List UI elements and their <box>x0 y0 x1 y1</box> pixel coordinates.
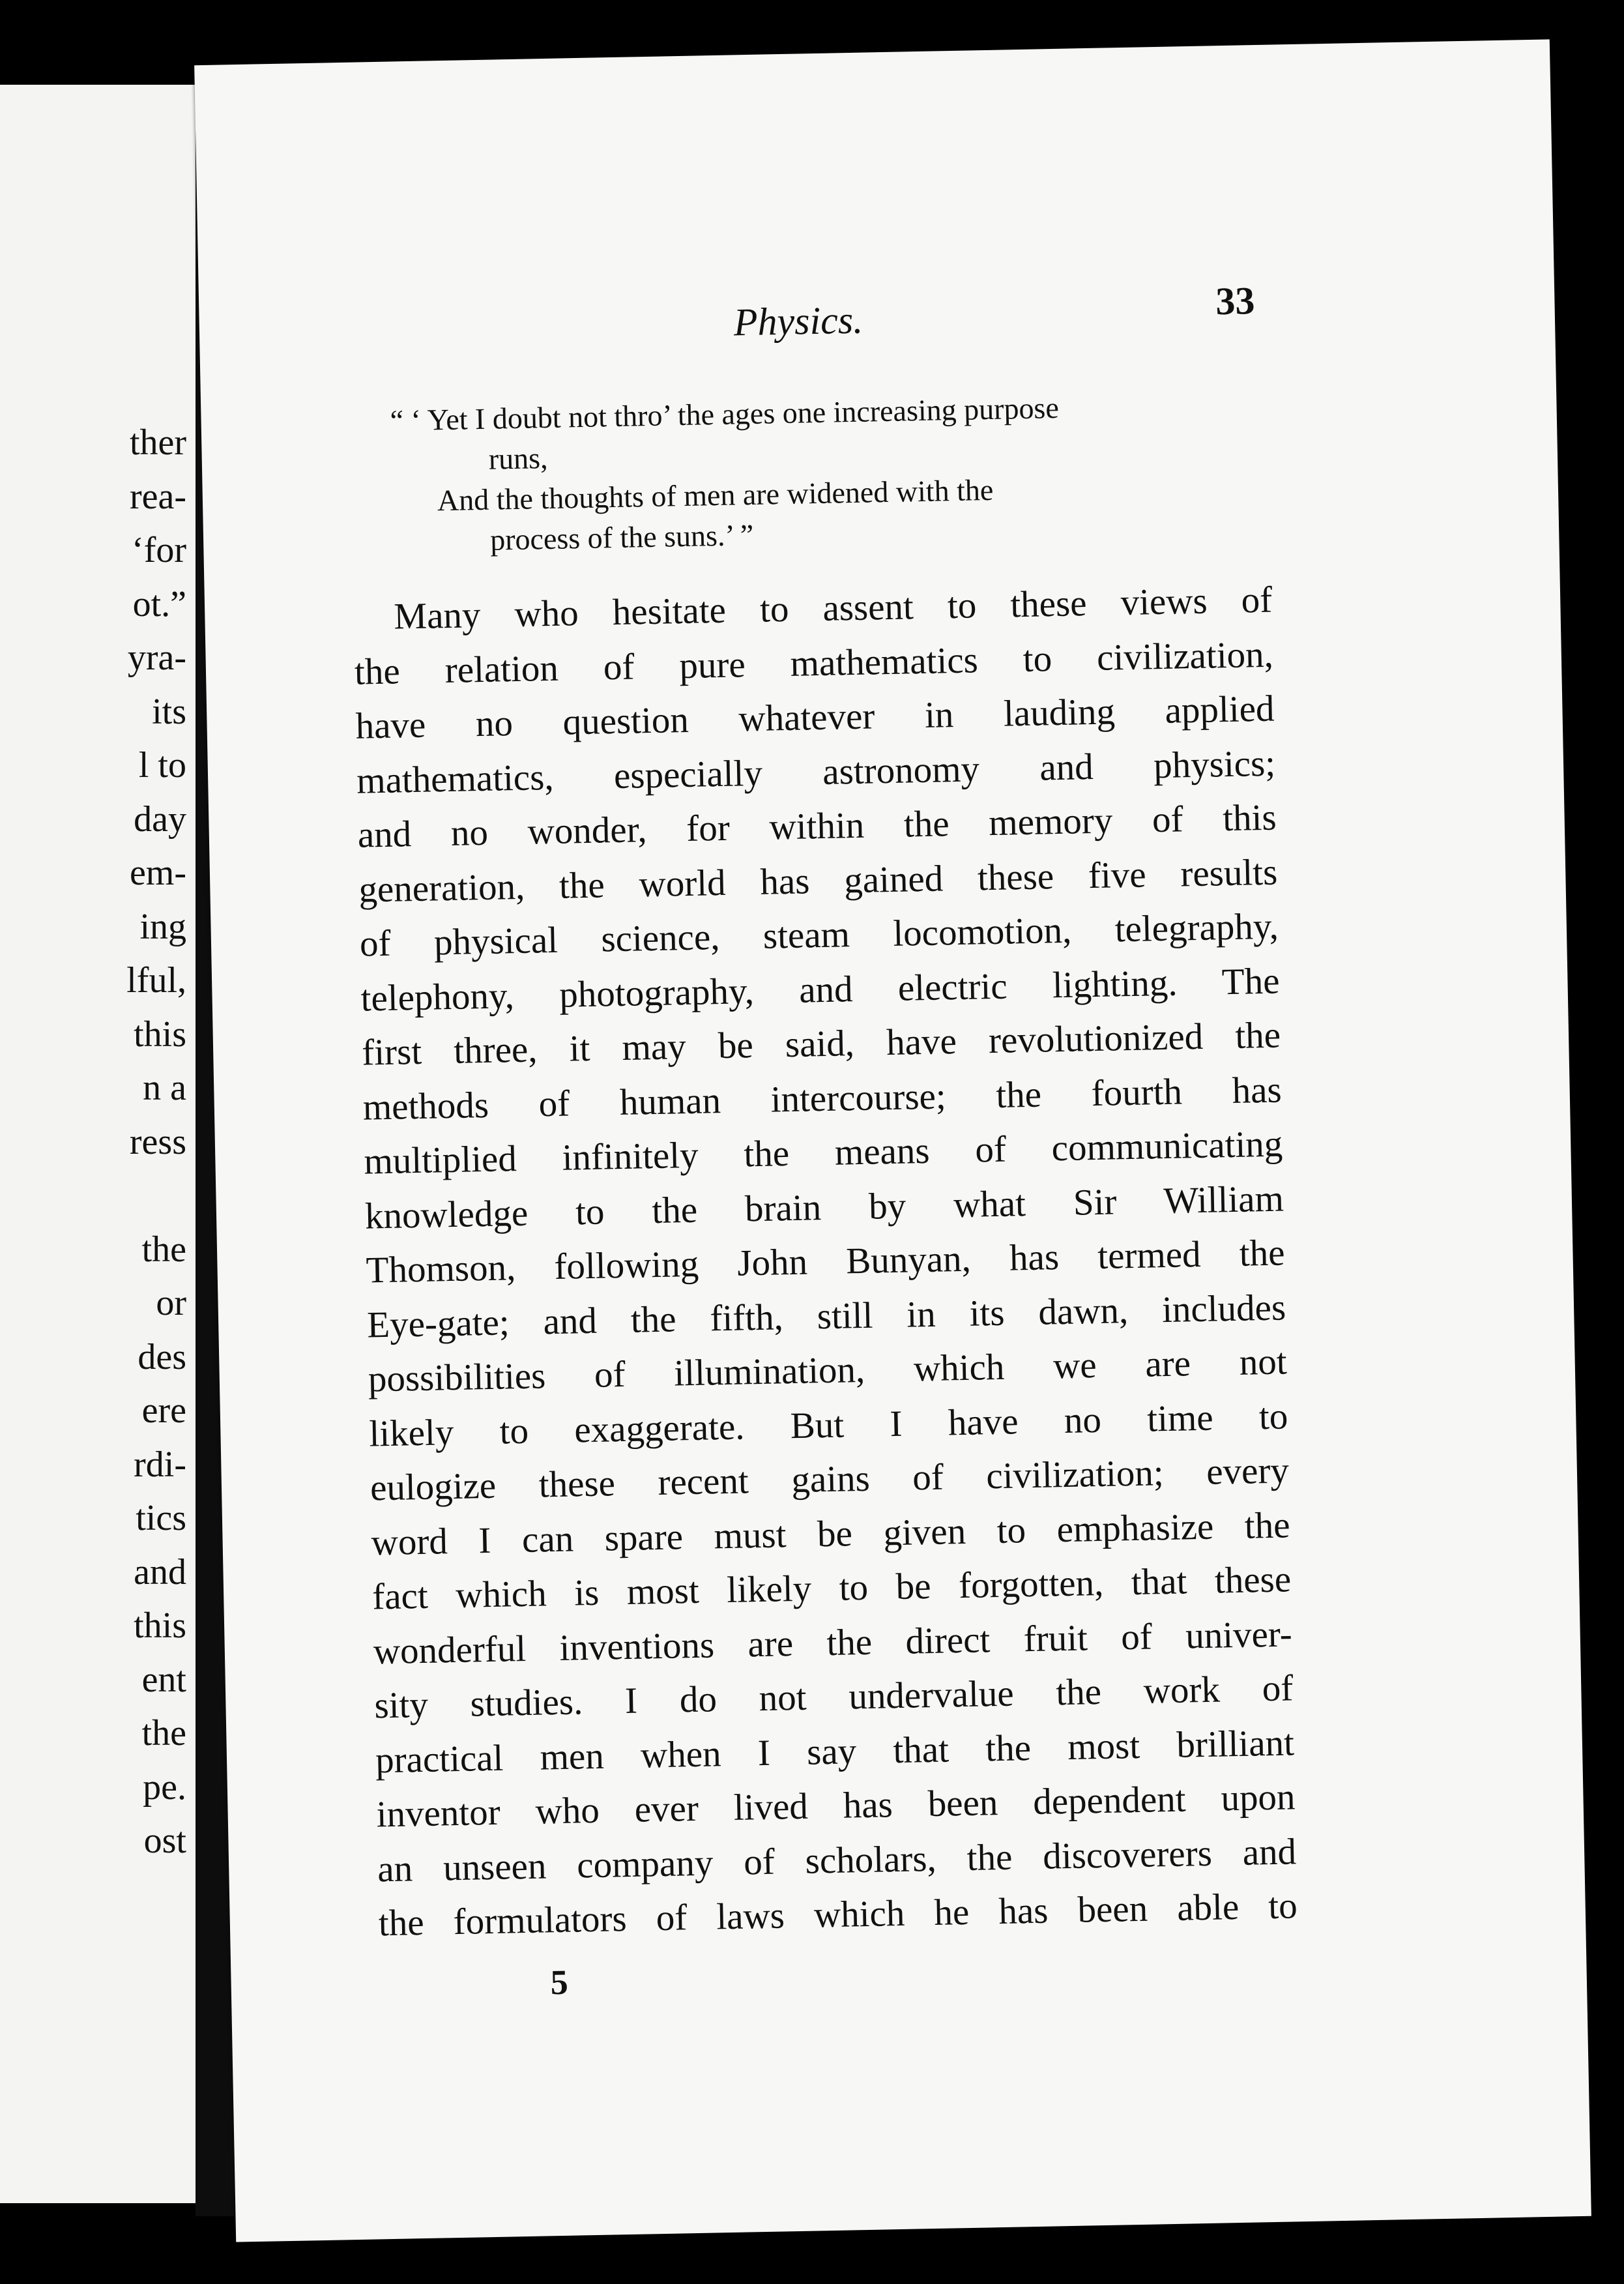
text-line: fact which is most likely to be forgotten, that these <box>371 1559 1292 1618</box>
text-line: generation, the world has gained these five results <box>358 851 1278 911</box>
left-fragment: ress <box>129 1121 186 1162</box>
left-fragment: its <box>152 691 186 732</box>
text-line: and no wonder, for within the memory of this <box>357 797 1277 856</box>
left-fragment: this <box>134 1605 186 1646</box>
left-fragment: ing <box>139 906 186 947</box>
text-line: knowledge to the brain by what Sir William <box>364 1178 1284 1237</box>
left-fragment: this <box>134 1014 186 1055</box>
text-line: first three, it may be said, have revolutionized the <box>361 1014 1281 1074</box>
left-fragment: day <box>134 798 186 840</box>
text-line: multiplied infinitely the means of communicating <box>363 1123 1283 1182</box>
left-fragment: the <box>141 1229 186 1270</box>
text-line: an unseen company of scholars, the discoverers and <box>377 1830 1297 1890</box>
left-fragment: n a <box>143 1068 186 1108</box>
page-number: 33 <box>1215 279 1255 323</box>
left-fragment: em- <box>129 853 186 893</box>
left-fragment: rdi- <box>134 1444 186 1485</box>
text-line: telephony, photography, and electric lighting. The <box>360 960 1281 1019</box>
text-line: sity studies. I do not undervalue the work of <box>373 1667 1294 1727</box>
left-fragment: lful, <box>126 960 186 1001</box>
verse-line: “ ‘ Yet I doubt not thro’ the ages one increasing purpose <box>390 390 1060 437</box>
left-fragment: or <box>156 1283 186 1323</box>
text-line: practical men when I say that the most brilliant <box>375 1721 1295 1781</box>
left-fragment: rea- <box>129 476 186 517</box>
text-line: Many who hesitate to assent to these views of <box>393 579 1273 637</box>
left-fragment: yra- <box>127 637 186 678</box>
text-line: of physical science, steam locomotion, telegraphy, <box>359 905 1279 965</box>
left-fragment: ent <box>141 1659 186 1700</box>
left-fragment: the <box>141 1713 186 1753</box>
text-line: wonderful inventions are the direct fruit of univer- <box>373 1613 1293 1672</box>
text-line: mathematics, especially astronomy and physics; <box>356 742 1276 802</box>
book-page <box>194 39 1591 2242</box>
text-line: eulogize these recent gains of civilization; every <box>370 1450 1290 1509</box>
left-fragment: l to <box>138 745 186 785</box>
left-fragment: tics <box>136 1498 186 1538</box>
left-fragment: ost <box>143 1821 186 1861</box>
left-fragment: ot.” <box>132 583 186 624</box>
running-head: Physics. <box>733 298 863 344</box>
text-line: methods of human intercourse; the fourth has <box>362 1069 1283 1128</box>
left-fragment: ere <box>141 1390 186 1431</box>
verse-line: And the thoughts of men are widened with the <box>437 473 994 518</box>
verse-line: runs, <box>488 441 549 476</box>
text-line: possibilities of illumination, which we are not <box>368 1341 1288 1400</box>
text-line: inventor who ever lived has been dependent upon <box>376 1776 1296 1836</box>
body-paragraph <box>353 573 1298 1951</box>
text-line: likely to exaggerate. But I have no time to <box>368 1395 1288 1455</box>
verse-quotation <box>390 383 1305 563</box>
text-line: the relation of pure mathematics to civilization, <box>354 634 1274 693</box>
left-fragment: and <box>134 1551 186 1592</box>
left-fragment-gap <box>126 1169 186 1223</box>
left-facing-page <box>0 85 196 2203</box>
signature-mark: 5 <box>550 1962 569 2002</box>
text-line: Thomson, following John Bunyan, has termed the <box>366 1232 1286 1291</box>
left-fragment: ‘for <box>132 530 186 570</box>
left-fragment: pe. <box>143 1766 186 1808</box>
verse-line: process of the suns.’ ” <box>489 518 754 557</box>
text-line: have no question whatever in lauding applied <box>355 688 1275 747</box>
text-line: the formulators of laws which he has been able to <box>378 1885 1298 1944</box>
left-fragment: ther <box>129 422 186 463</box>
text-line: word I can spare must be given to emphasize the <box>371 1504 1291 1563</box>
text-line: Eye-gate; and the fifth, still in its dawn, includes <box>366 1286 1286 1346</box>
left-fragment: des <box>138 1336 186 1377</box>
left-page-text-fragments <box>126 416 186 1868</box>
